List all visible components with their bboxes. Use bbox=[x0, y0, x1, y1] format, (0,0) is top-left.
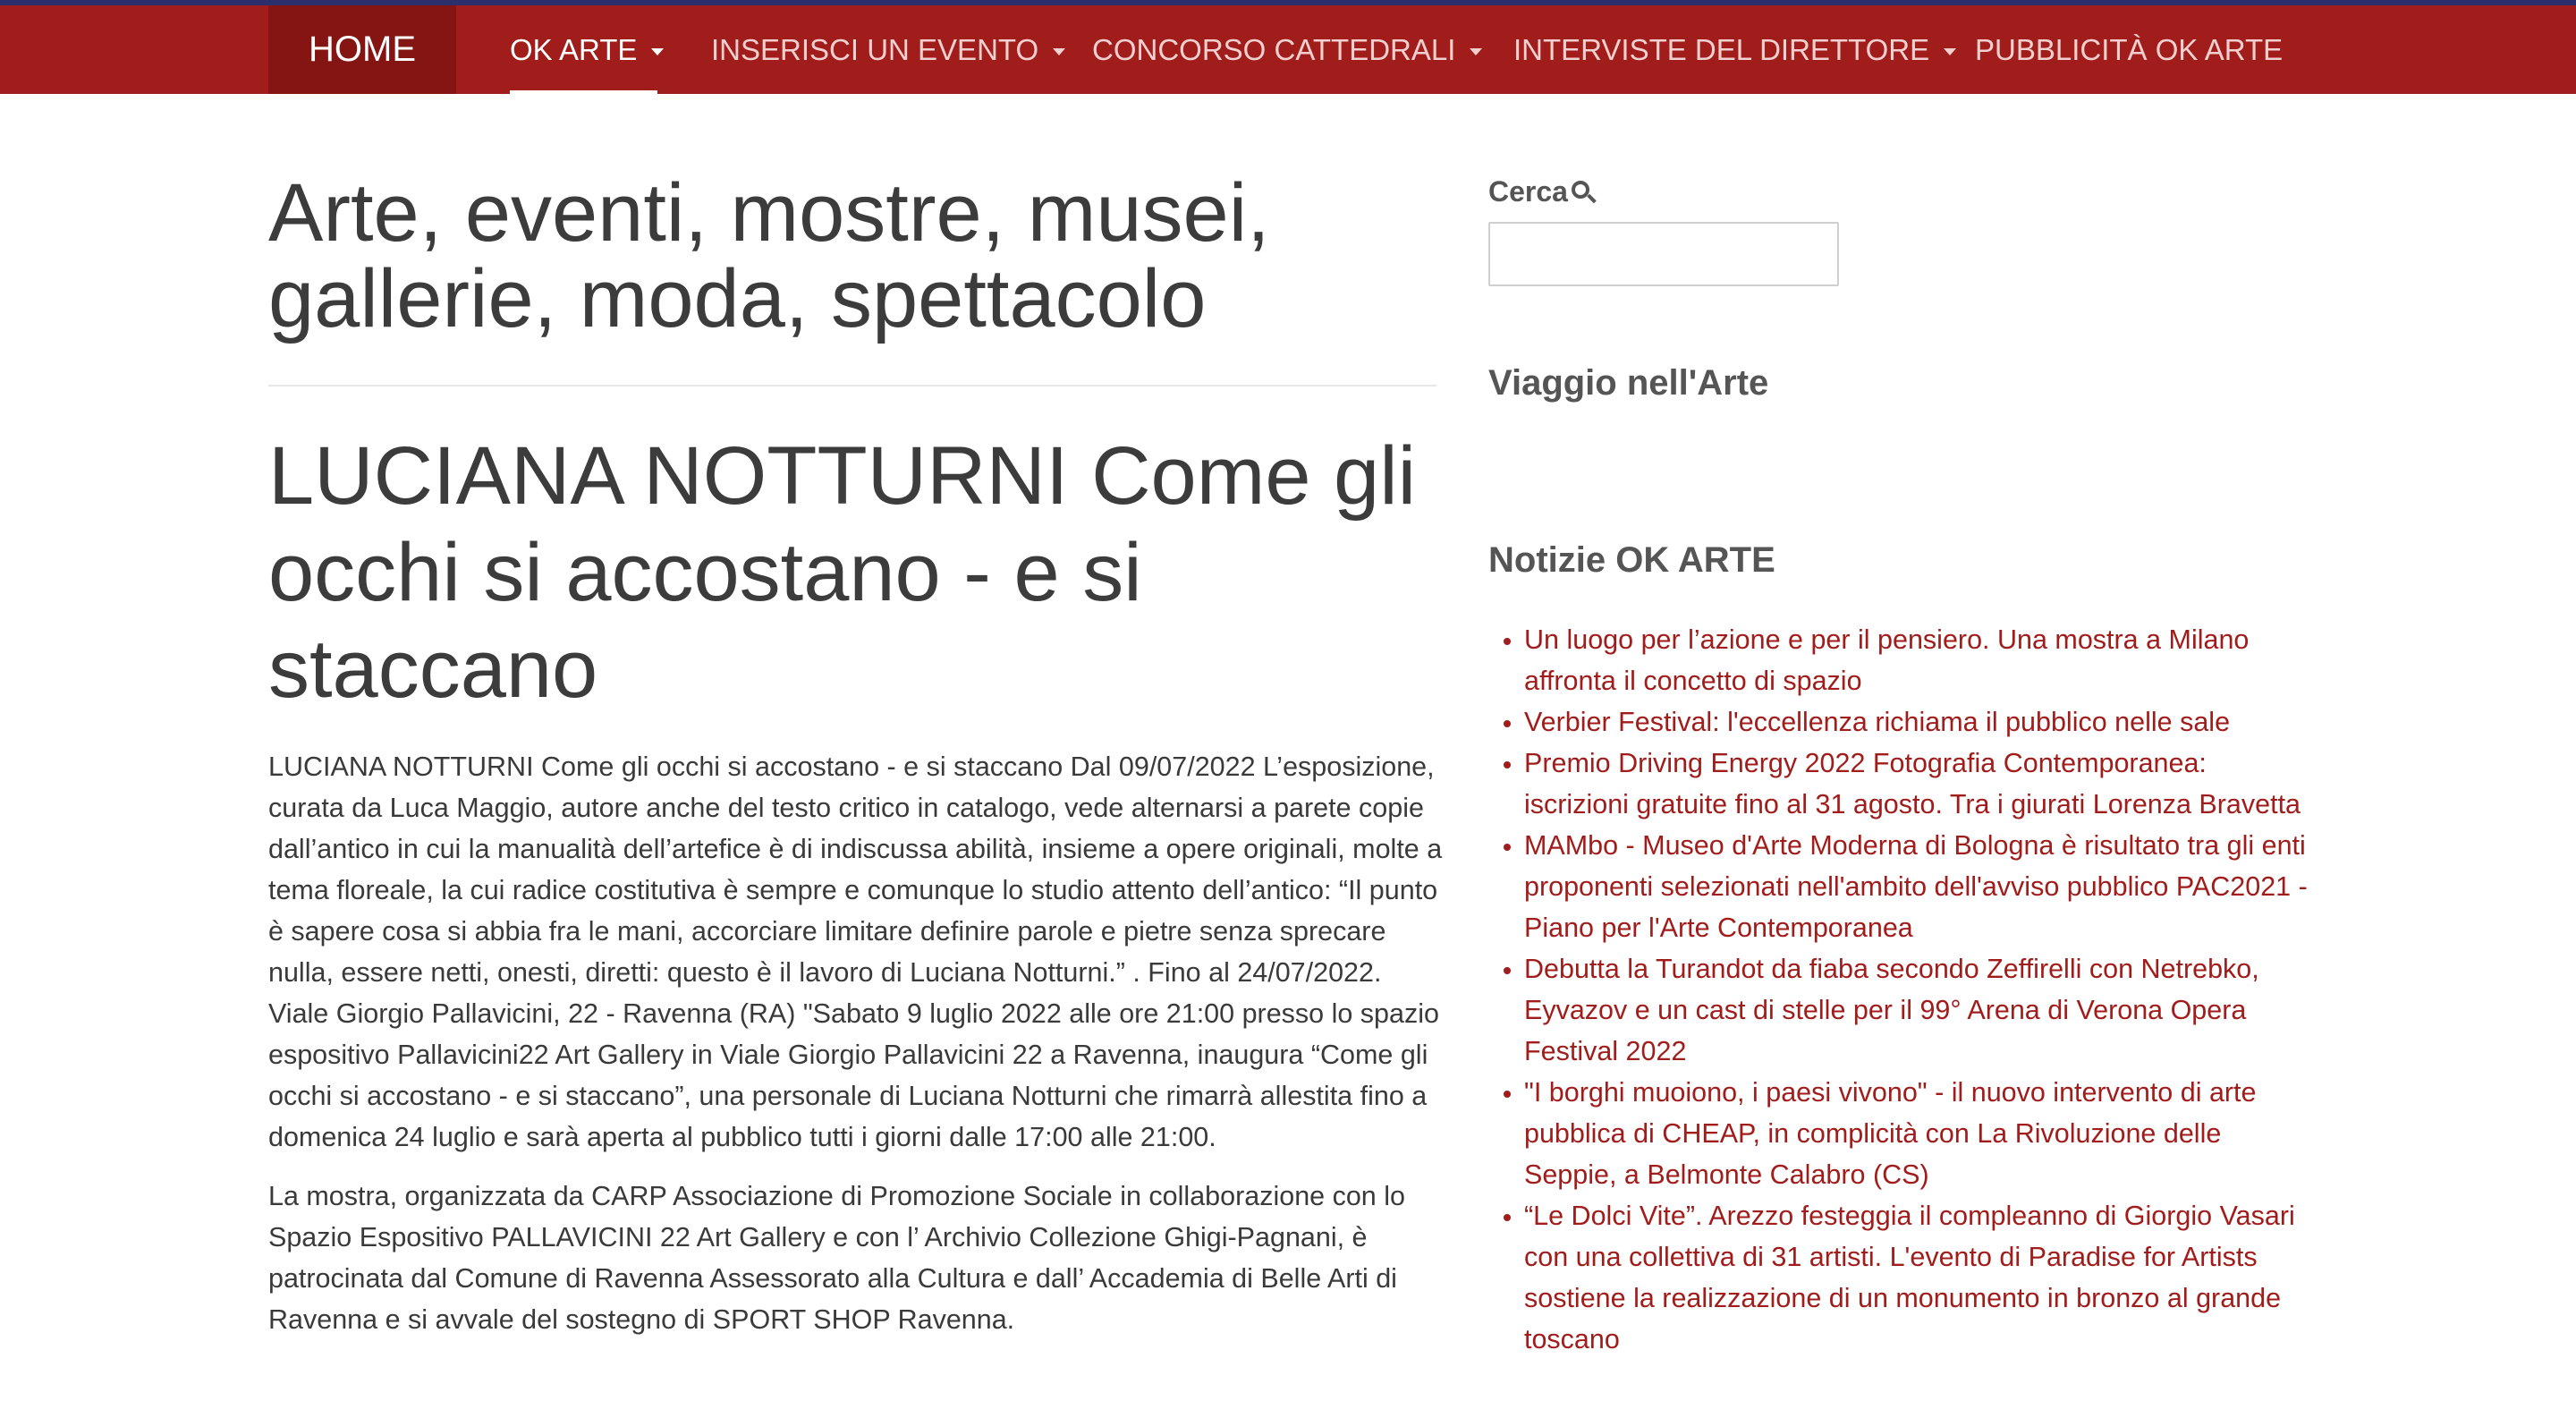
nav-item-inserisci-evento[interactable] bbox=[711, 5, 1065, 94]
active-nav-underline bbox=[510, 90, 657, 94]
search-label bbox=[1488, 175, 1597, 208]
article-title: LUCIANA NOTTURNI Come gli occhi si accostano - e si staccano bbox=[268, 430, 1417, 715]
news-list-item bbox=[1524, 948, 2311, 1072]
nav-item-label: OK ARTE bbox=[510, 32, 638, 66]
nav-item-pubblicita[interactable] bbox=[1975, 5, 2283, 94]
nav-item-ok-arte[interactable] bbox=[510, 5, 664, 94]
search-label-text: Cerca bbox=[1488, 175, 1568, 208]
news-link[interactable]: MAMbo - Museo d'Arte Moderna di Bologna è risultato tra gli enti proponenti selezionati nell'ambito dell'avviso pubblico PAC2021 - Piano per l'Arte Contemporanea bbox=[1524, 830, 2308, 943]
nav-item-concorso-cattedrali[interactable] bbox=[1092, 5, 1482, 94]
nav-item-label: INSERISCI UN EVENTO bbox=[711, 32, 1039, 66]
article-paragraph: LUCIANA NOTTURNI Come gli occhi si accostano - e si staccano Dal 09/07/2022 L’esposizione, curata da Luca Maggio, autore anche del testo critico in catalogo, vede alternarsi a parete copie dall’antico in cui la manualità dell’artefice è di indiscussa abilità, insieme a opere originali, molte a tema floreale, la cui radice costitutiva è sempre e comunque lo studio attento dell’antico: “Il punto è sapere cosa si abbia fra le mani, accorciare limitare definire parole e pietre senza sprecare nulla, essere netti, onesti, diretti: questo è il lavoro di Luciana Notturni.” . Fino al 24/07/2022. Viale Giorgio Pallavicini, 22 - Ravenna (RA) "Sabato 9 luglio 2022 alle ore 21:00 presso lo spazio espositivo Pallavicini22 Art Gallery in Viale Giorgio Pallavicini 22 a Ravenna, inaugura “Come gli occhi si accostano - e si staccano”, una personale di Luciana Notturni che rimarrà allestita fino a domenica 24 luglio e sarà aperta al pubblico tutti i giorni dalle 17:00 alle 21:00. bbox=[268, 751, 1443, 1152]
news-link[interactable]: "I borghi muoiono, i paesi vivono" - il nuovo intervento di arte pubblica di CHEAP, in complicità con La Rivoluzione delle Seppie, a Belmonte Calabro (CS) bbox=[1524, 1077, 2257, 1190]
news-link[interactable]: Verbier Festival: l'eccellenza richiama il pubblico nelle sale bbox=[1524, 707, 2231, 737]
widget-title-viaggio: Viaggio nell'Arte bbox=[1488, 363, 1769, 403]
news-link[interactable]: Debutta la Turandot da fiaba secondo Zeffirelli con Netrebko, Eyvazov e un cast di stelle per il 99° Arena di Verona Opera Festival 2022 bbox=[1524, 954, 2259, 1066]
nav-item-label: INTERVISTE DEL DIRETTORE bbox=[1513, 32, 1930, 66]
nav-item-label: CONCORSO CATTEDRALI bbox=[1092, 32, 1456, 66]
news-list bbox=[1488, 619, 2311, 1360]
caret-down-icon bbox=[1470, 48, 1482, 55]
main-navbar bbox=[0, 5, 2576, 94]
news-list-item bbox=[1524, 1195, 2311, 1360]
article-paragraph: La mostra, organizzata da CARP Associazione di Promozione Sociale in collaborazione con lo Spazio Espositivo PALLAVICINI 22 Art Gallery e con l’ Archivio Collezione Ghigi-Pagnani, è patrocinata dal Comune di Ravenna Assessorato alla Cultura e dall’ Accademia di Belle Arti di Ravenna e si avvale del sostegno di SPORT SHOP Ravenna. bbox=[268, 1181, 1405, 1335]
nav-item-interviste-direttore[interactable] bbox=[1513, 5, 1956, 94]
news-list-item bbox=[1524, 701, 2311, 743]
caret-down-icon bbox=[651, 48, 664, 55]
search-icon bbox=[1570, 178, 1597, 207]
news-list-item bbox=[1524, 1072, 2311, 1195]
news-list-item bbox=[1524, 619, 2311, 701]
nav-home-link[interactable]: HOME bbox=[268, 5, 456, 94]
search-input[interactable] bbox=[1488, 222, 1839, 286]
news-link[interactable]: Un luogo per l’azione e per il pensiero. Una mostra a Milano affronta il concetto di spazio bbox=[1524, 624, 2250, 696]
nav-item-label: PUBBLICITÀ OK ARTE bbox=[1975, 32, 2284, 66]
widget-title-notizie: Notizie OK ARTE bbox=[1488, 540, 1775, 580]
news-list-item bbox=[1524, 743, 2311, 825]
article-body bbox=[268, 746, 1449, 1358]
title-divider bbox=[268, 385, 1436, 386]
caret-down-icon bbox=[1944, 48, 1956, 55]
news-link[interactable]: “Le Dolci Vite”. Arezzo festeggia il compleanno di Giorgio Vasari con una collettiva di 31 artisti. L'evento di Paradise for Artists sostiene la realizzazione di un monumento in bronzo al grande toscano bbox=[1524, 1201, 2295, 1354]
site-title: Arte, eventi, mostre, musei, gallerie, moda, spettacolo bbox=[268, 167, 1270, 344]
news-link[interactable]: Premio Driving Energy 2022 Fotografia Contemporanea: iscrizioni gratuite fino al 31 agosto. Tra i giurati Lorenza Bravetta bbox=[1524, 748, 2301, 819]
caret-down-icon bbox=[1053, 48, 1065, 55]
news-list-item bbox=[1524, 825, 2311, 948]
